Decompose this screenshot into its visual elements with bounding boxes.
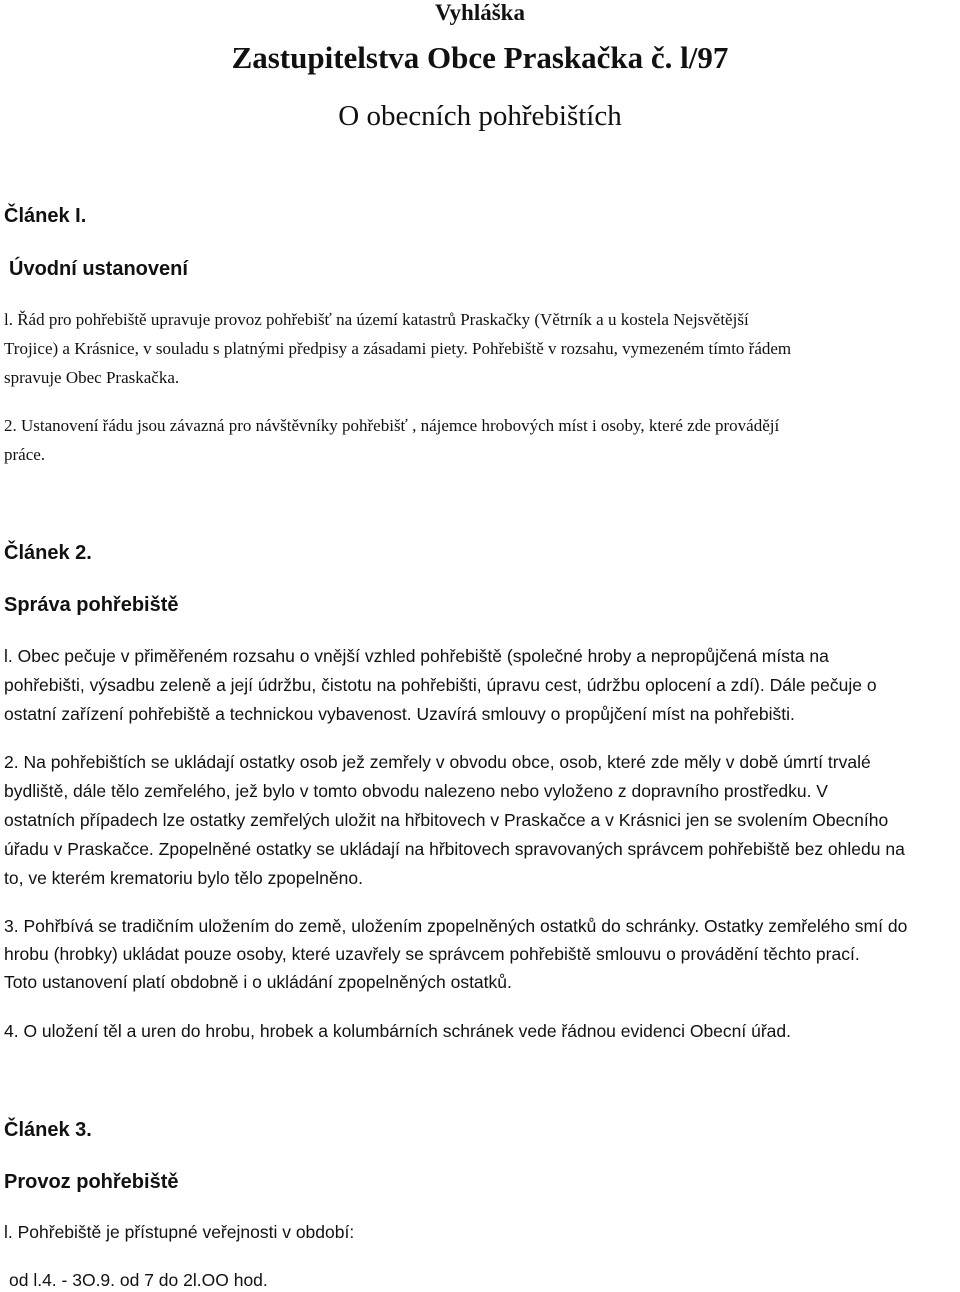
article-1-para-2-line-1: 2. Ustanovení řádu jsou závazná pro návštěvníky pohřebišť , nájemce hrobových míst i osoby, které zde provádějí xyxy=(4,416,780,435)
article-1-para-1-line-1: l. Řád pro pohřebiště upravuje provoz pohřebišť na území katastrů Praskačky (Větrník a u kostela Nejsvětější xyxy=(4,310,749,329)
article-2-para-2-line-1: 2. Na pohřebištích se ukládají ostatky osob jež zemřely v obvodu obce, osob, které zde měly v době úmrtí trvalé xyxy=(4,752,871,772)
document-title: Zastupitelstva Obce Praskačka č. l/97 xyxy=(231,40,729,75)
article-3-subheading: Provoz pohřebiště xyxy=(4,1171,179,1193)
article-1-para-2-line-2: práce. xyxy=(4,445,46,464)
article-2-para-2-line-3: ostatních případech lze ostatky zemřelých uložit na hřbitovech v Praskačce a v Krásnici jen se svolením Obecního xyxy=(4,810,889,830)
article-3-para-2-line-1: od l.4. - 3O.9. od 7 do 2l.OO hod. xyxy=(9,1270,268,1290)
article-2-para-3-line-1: 3. Pohřbívá se tradičním uložením do země, uložením zpopelněných ostatků do schránky. Ostatky zemřelého smí do xyxy=(4,916,908,936)
article-2-para-3-line-3: Toto ustanovení platí obdobně i o ukládání zpopelněných ostatků. xyxy=(4,972,512,992)
article-2-para-1-line-1: l. Obec pečuje v přiměřeném rozsahu o vnější vzhled pohřebiště (společné hroby a nepropůjčená místa na xyxy=(4,646,829,666)
document-subtitle: O obecních pohřebištích xyxy=(338,100,622,132)
article-1-para-1-line-2: Trojice) a Krásnice, v souladu s platnými předpisy a zásadami piety. Pohřebiště v rozsahu, vymezeném tímto řádem xyxy=(4,339,792,358)
article-1-heading: Článek I. xyxy=(4,205,87,227)
article-3-para-1-line-1: l. Pohřebiště je přístupné veřejnosti v období: xyxy=(4,1222,355,1242)
article-2-para-2-line-5: to, ve kterém krematoriu bylo tělo zpopelněno. xyxy=(4,868,363,888)
article-2-para-1-line-3: ostatní zařízení pohřebiště a technickou vybavenost. Uzavírá smlouvy o propůjčení míst na pohřebišti. xyxy=(4,704,795,724)
article-3-heading: Článek 3. xyxy=(4,1119,92,1141)
article-2-para-2-line-2: bydliště, dále tělo zemřelého, jež bylo v tomto obvodu nalezeno nebo vyloženo z dopravního prostředku. V xyxy=(4,781,828,801)
article-2-para-3-line-2: hrobu (hrobky) ukládat pouze osoby, které uzavřely se správcem pohřebiště smlouvu o provádění těchto prací. xyxy=(4,944,860,964)
article-1-para-1-line-3: spravuje Obec Praskačka. xyxy=(4,368,180,387)
article-2-heading: Článek 2. xyxy=(4,542,92,564)
article-2-subheading: Správa pohřebiště xyxy=(4,594,179,616)
article-2-para-2-line-4: úřadu v Praskačce. Zpopelněné ostatky se ukládají na hřbitovech spravovaných správcem pohřebiště bez ohledu na xyxy=(4,839,905,859)
document-type: Vyhláška xyxy=(435,0,525,25)
article-1-subheading: Úvodní ustanovení xyxy=(9,258,188,280)
article-2-para-1-line-2: pohřebišti, výsadbu zeleně a její údržbu, čistotu na pohřebišti, úpravu cest, údržbu oplocení a zdí). Dále pečuje o xyxy=(4,675,877,695)
article-2-para-4-line-1: 4. O uložení těl a uren do hrobu, hrobek a kolumbárních schránek vede řádnou evidenci Obecní úřad. xyxy=(4,1021,792,1041)
